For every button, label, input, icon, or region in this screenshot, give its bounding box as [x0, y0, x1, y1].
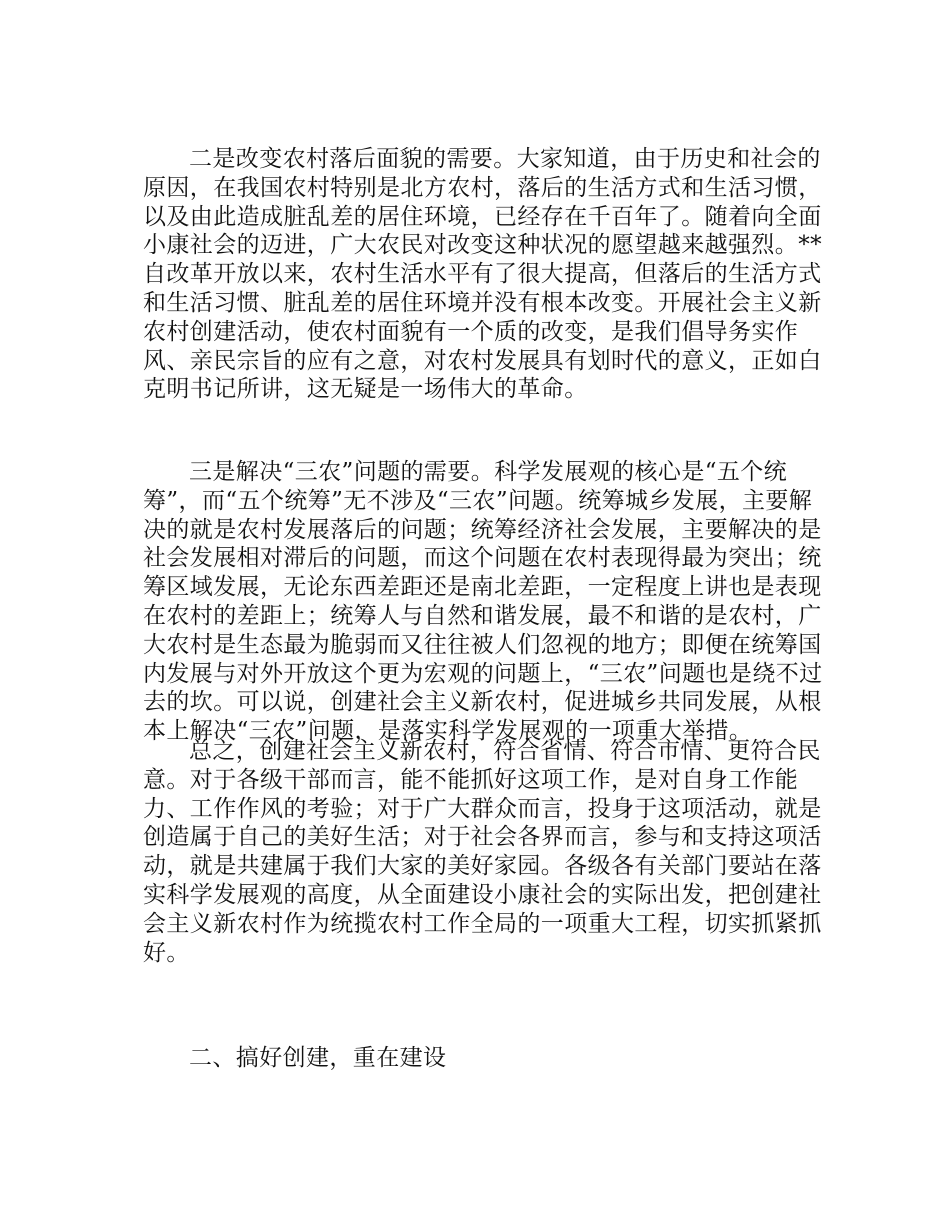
paragraph-text: 二是改变农村落后面貌的需要。大家知道，由于历史和社会的原因，在我国农村特别是北方农村，落后的生活方式和生活习惯，以及由此造成脏乱差的居住环境，已经存在千百年了。随着向全面小康社会的迈进，广大农民对改变这种状况的愿望越来越强烈。**自改革开放以来，农村生活水平有了很大提高，但落后的生活方式和生活习惯、脏乱差的居住环境并没有根本改变。开展社会主义新农村创建活动，使农村面貌有一个质的改变，是我们倡导务实作风、亲民宗旨的应有之意，对农村发展具有划时代的意义，正如白克明书记所讲，这无疑是一场伟大的革命。 — [143, 146, 822, 403]
paragraph-text: 三是解决“三农”问题的需要。科学发展观的核心是“五个统筹”，而“五个统筹”无不涉及“三农”问题。统筹城乡发展，主要解决的就是农村发展落后的问题；统筹经济社会发展，主要解决的是社会发展相对滞后的问题，而这个问题在农村表现得最为突出；统筹区域发展，无论东西差距还是南北差距，一定程度上讲也是表现在农村的差距上；统筹人与自然和谐发展，最不和谐的是农村，广大农村是生态最为脆弱而又往往被人们忽视的地方；即便在统筹国内发展与对外开放这个更为宏观的问题上，“三农”问题也是绕不过去的坎。可以说，创建社会主义新农村，促进城乡共同发展，从根本上解决“三农”问题，是落实科学发展观的一项重大举措。 — [143, 459, 823, 745]
paragraph-conclusion — [143, 737, 823, 967]
paragraph-three-rural-issues — [143, 458, 823, 746]
section-heading — [143, 1044, 823, 1073]
paragraph-text: 总之，创建社会主义新农村，符合省情、符合市情、更符合民意。对于各级干部而言，能不能抓好这项工作，是对自身工作能力、工作作风的考验；对于广大群众而言，投身于这项活动，就是创造属于自己的美好生活；对于社会各界而言，参与和支持这项活动，就是共建属于我们大家的美好家园。各级各有关部门要站在落实科学发展观的高度，从全面建设小康社会的实际出发，把创建社会主义新农村作为统揽农村工作全局的一项重大工程，切实抓紧抓好。 — [143, 738, 822, 966]
paragraph-rural-appearance — [143, 145, 823, 404]
section-heading-text: 二、搞好创建，重在建设 — [189, 1045, 447, 1071]
